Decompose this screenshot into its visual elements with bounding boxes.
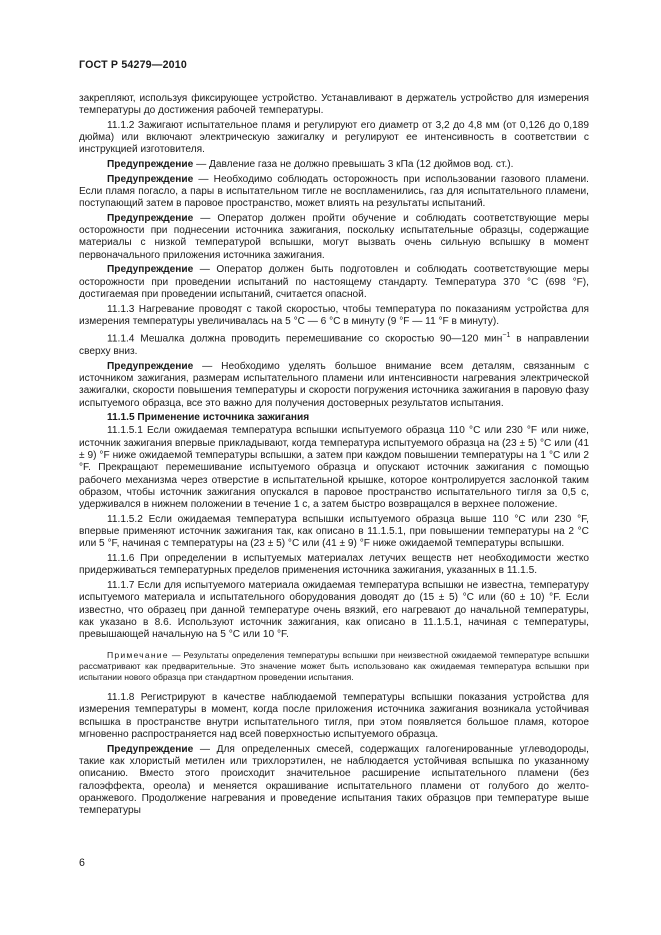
note-label: Примечание [107,650,169,661]
paragraph-11-1-7: 11.1.7 Если для испытуемого материала ожидаемая температура вспышки не известна, температуру испытуемого материала и испытательного оборудования доводят до (15 ± 5) °С или (60 ± 10) °F. Если известно, что образец при данной температуре очень вязкий, его нагревают до начальной температуры, как указано в 8.6. Используют источник зажигания, как описано в 11.1.5.1, начиная с температуры, превышающей начальную на 5 °С или 10 °F. [79,579,589,641]
warning-label: Предупреждение [107,743,194,755]
warning-label: Предупреждение [107,360,194,372]
warning-gas-flame [79,174,589,211]
paragraph-11-1-2: 11.1.2 Зажигают испытательное пламя и регулируют его диаметр от 3,2 до 4,8 мм (от 0,126 до 0,189 дюйма) или включают электрическую зажигалку и регулируют ее интенсивность в соответствии с инструкцией изготовителя. [79,119,589,156]
warning-text: — Давление газа не должно превышать 3 кПа (12 дюймов вод. ст.). [193,159,514,171]
warning-text: — Необходимо уделять большое внимание всем деталям, связанным с источником зажигания, размерам испытательного пламени или интенсивности нагревания электрической зажигалки, скорости повышения температуры и скорости погружения источника зажигания в паровую фазу испытуемого образца, все это важно для получения достоверных результатов испытания. [79,360,589,409]
warning-text: — Оператор должен быть подготовлен и соблюдать соответствующие меры осторожности при проведении испытаний по настоящему стандарту. Температура 370 °С (698 °F), достигаемая при проведении испытаний, считается опасной. [79,264,589,300]
warning-label: Предупреждение [107,173,194,185]
paragraph-continuation: закрепляют, используя фиксирующее устройство. Устанавливают в держатель устройство для измерения температуры до достижения рабочей температуры. [79,93,589,117]
section-heading-11-1-5: 11.1.5 Применение источника зажигания [107,412,310,424]
warning-text: — Необходимо соблюдать осторожность при использовании газового пламени. Если пламя погасло, а пары в испытательном тигле не воспламенились, газ для испытательного пламени, поступающий затем в паровое пространство, может влиять на результаты испытаний. [79,173,589,210]
document-header: ГОСТ Р 54279—2010 [79,59,187,71]
paragraph-11-1-8: 11.1.8 Регистрируют в качестве наблюдаемой температуры вспышки показания устройства для измерения температуры в момент, когда после приложения источника зажигания возникала устойчивая вспышка в пространстве внутри испытательного тигля, при этом появляется большое пламя, которое мгновенно распространяется над всей поверхностью испытуемого образца. [79,692,589,741]
warning-operator-precautions [79,264,589,301]
warning-text: — Для определенных смесей, содержащих галогенированные углеводороды, такие как хлористый метилен или трихлорэтилен, не наблюдается устойчивая вспышка по указанному описанию. Вместо этого происходит значительное расширение испытательного пламени (без галоэффекта, ореола) и меняется окрашивание испытательного пламени от голубого до желто-оранжевого. Продолжение нагревания и проведение испытания таких образцов при температуре выше температуры [79,743,589,817]
warning-operator-training [79,213,589,262]
warning-ignition-details [79,361,589,410]
warning-label: Предупреждение [107,159,194,171]
paragraph-11-1-4: 11.1.4 Мешалка должна проводить перемешивание со скоростью 90—120 мин$^{-1}$ в направлении сверху вниз. [79,332,590,358]
warning-halogenated [79,744,589,818]
paragraph-11-1-5-2: 11.1.5.2 Если ожидаемая температура вспышки испытуемого образца выше 110 °С или 230 °F, впервые применяют источник зажигания так, как описано в 11.1.5.1, при повышении температуры на 2 °С или 5 °F, начиная с температуры на (23 ± 5) °С или (41 ± 9) °F ниже ожидаемой температуры вспышки. [79,513,589,550]
warning-label: Предупреждение [107,264,194,276]
note [79,650,589,682]
paragraph-11-1-5-1: 11.1.5.1 Если ожидаемая температура вспышки испытуемого образца 110 °С или 230 °F или ниже, источник зажигания впервые прикладывают, когда температура испытуемого образца на (23 ± 5) °С или (41 ± 9) °F ниже ожидаемой температуры вспышки, а затем при каждом повышении температуры на 1 °С или 2 °F. Прекращают перемешивание испытуемого образца и опускают источник зажигания с помощью рабочего механизма через отверстие в испытательной крышке, которое контролируется заслонкой таким образом, чтобы источник зажигания опускался в паровое пространство испытательного тигля за 0,5 с, удерживался в нижнем положении в течение 1 с, а затем быстро возвращался в верхнее положение. [79,425,589,511]
paragraph-11-1-3: 11.1.3 Нагревание проводят с такой скоростью, чтобы температура по показаниям устройства для измерения температуры увеличивалась на 5 °С — 6 °С в минуту (9 °F — 11 °F в минуту). [79,303,589,327]
paragraph-11-1-6: 11.1.6 При определении в испытуемых материалах летучих веществ нет необходимости жестко придерживаться температурных пределов применения источника зажигания, указанных в 11.1.5. [79,553,589,577]
warning-gas-pressure [79,159,589,171]
document-body [79,93,589,820]
warning-label: Предупреждение [107,212,194,224]
superscript: −1 [502,332,511,340]
page-number: 6 [79,857,85,869]
warning-text: — Оператор должен пройти обучение и соблюдать соответствующие меры осторожности при поднесении источника зажигания, поскольку испытательные образцы, содержащие материалы с низкой температурой вспышки, могут вызвать очень сильную вспышку в момент первоначального приложения источника зажигания. [79,212,589,261]
note-text: — Результаты определения температуры вспышки при неизвестной ожидаемой температуре вспышки рассматривают как предварительные. Это значение может быть использовано как ожидаемая температура вспышки при испытании нового образца при стандартном проведении испытания. [79,650,589,682]
